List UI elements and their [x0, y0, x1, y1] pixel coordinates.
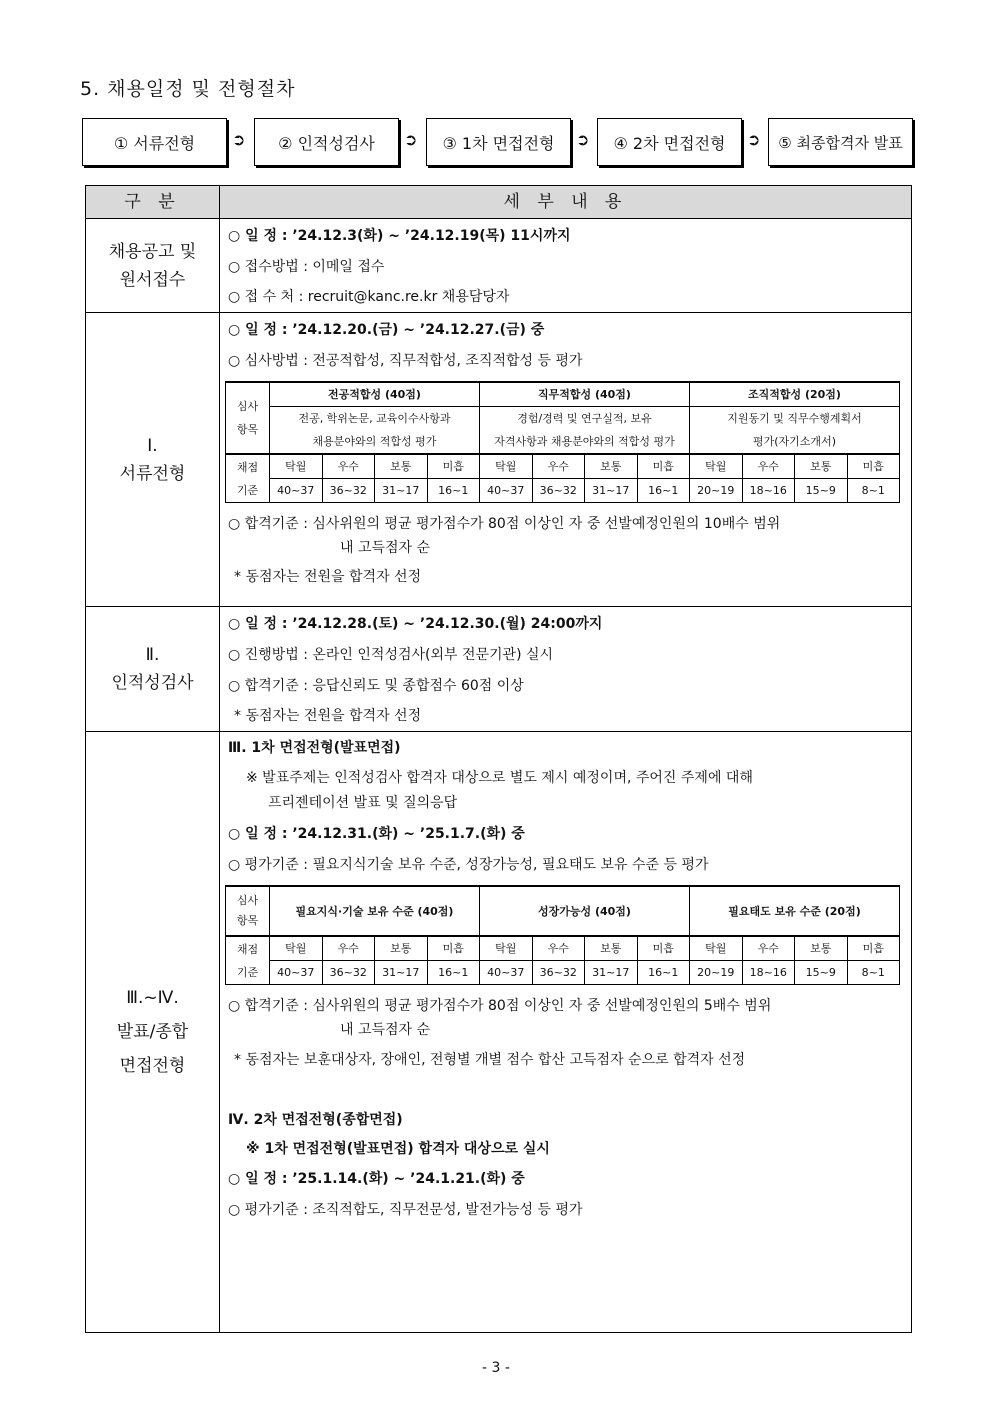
- eval-col-header: 조직적합성 (20점): [690, 382, 900, 407]
- score-cell: 8~1: [847, 961, 900, 985]
- header-category: 구 분: [86, 186, 220, 219]
- grade-cell: 우수: [742, 454, 795, 479]
- schedule-line: ○ 일 정 : ’25.1.14.(화) ~ ’24.1.21.(화) 중: [228, 1171, 525, 1187]
- grade-cell: 탁월: [270, 936, 323, 961]
- eval-col-desc: 전공, 학위논문, 교육이수사항과 채용분야와의 적합성 평가: [270, 407, 480, 455]
- presentation-note: ※ 발표주제는 인적성검사 합격자 대상으로 별도 제시 예정이며, 주어진 주제에 대해 프리젠테이션 발표 및 질의응답: [246, 770, 753, 811]
- score-cell: 31~17: [585, 479, 638, 503]
- section-title: 5. 채용일정 및 전형절차: [80, 78, 296, 100]
- score-cell: 36~32: [532, 479, 585, 503]
- row-content: [220, 219, 912, 313]
- grade-cell: 미흡: [637, 936, 690, 961]
- score-cell: 20~19: [690, 961, 743, 985]
- grade-cell: 우수: [742, 936, 795, 961]
- score-cell: 31~17: [585, 961, 638, 985]
- row-document-screening: [86, 313, 912, 607]
- row-label: Ⅰ. 서류전형: [86, 313, 220, 607]
- score-label: 채점 기준: [226, 454, 270, 503]
- eval-col-desc: 경험/경력 및 연구실적, 보유 자격사항과 채용분야와의 적합성 평가: [480, 407, 690, 455]
- score-cell: 40~37: [480, 479, 533, 503]
- grade-cell: 탁월: [270, 454, 323, 479]
- flow-step-2: ② 인적성검사: [254, 118, 399, 166]
- process-flow: [0, 118, 992, 166]
- criteria-line: ○ 평가기준 : 조직적합도, 직무전문성, 발전가능성 등 평가: [228, 1202, 583, 1218]
- item-label: 심사 항목: [226, 886, 270, 936]
- score-cell: 40~37: [270, 961, 323, 985]
- score-cell: 36~32: [532, 961, 585, 985]
- score-cell: 40~37: [270, 479, 323, 503]
- pass-criteria: ○ 합격기준 : 심사위원의 평균 평가점수가 80점 이상인 자 중 선발예정인원의 10배수 범위 내 고득점자 순: [228, 516, 781, 556]
- evaluation-table: [225, 885, 900, 985]
- grade-cell: 탁월: [690, 936, 743, 961]
- schedule-line: ○ 일 정 : ’24.12.31.(화) ~ ’25.1.7.(화) 중: [228, 826, 525, 842]
- schedule-line: ○ 일 정 : ’24.12.28.(토) ~ ’24.12.30.(월) 24:00까지: [228, 616, 603, 632]
- grade-cell: 우수: [322, 936, 375, 961]
- score-cell: 15~9: [795, 479, 848, 503]
- grade-cell: 미흡: [427, 936, 480, 961]
- score-cell: 16~1: [427, 479, 480, 503]
- eval-col-header: 성장가능성 (40점): [480, 886, 690, 936]
- criteria-line: ○ 평가기준 : 필요지식기술 보유 수준, 성장가능성, 필요태도 보유 수준 등 평가: [228, 857, 709, 873]
- grade-cell: 탁월: [480, 936, 533, 961]
- flow-step-3: ③ 1차 면접전형: [426, 118, 571, 166]
- eval-col-header: 전공적합성 (40점): [270, 382, 480, 407]
- eval-col-header: 필요지식·기술 보유 수준 (40점): [270, 886, 480, 936]
- grade-cell: 미흡: [427, 454, 480, 479]
- grade-cell: 우수: [322, 454, 375, 479]
- grade-cell: 미흡: [847, 936, 900, 961]
- grade-cell: 보통: [795, 454, 848, 479]
- score-cell: 31~17: [375, 479, 428, 503]
- schedule-table: [85, 185, 912, 1333]
- grade-cell: 우수: [532, 454, 585, 479]
- score-cell: 8~1: [847, 479, 900, 503]
- score-cell: 16~1: [427, 961, 480, 985]
- row-label: Ⅲ.~Ⅳ. 발표/종합 면접전형: [86, 732, 220, 1333]
- row-content: [220, 607, 912, 732]
- evaluation-table: [225, 381, 900, 503]
- eval-col-header: 직무적합성 (40점): [480, 382, 690, 407]
- arrow-icon: ➲: [404, 130, 418, 149]
- grade-cell: 보통: [585, 454, 638, 479]
- score-cell: 18~16: [742, 961, 795, 985]
- grade-cell: 보통: [375, 454, 428, 479]
- row-announcement: [86, 219, 912, 313]
- row-label: Ⅱ. 인적성검사: [86, 607, 220, 732]
- subsection-title: Ⅲ. 1차 면접전형(발표면접): [228, 740, 401, 756]
- eval-col-header: 필요태도 보유 수준 (20점): [690, 886, 900, 936]
- score-cell: 16~1: [637, 961, 690, 985]
- contact-line: ○ 접 수 처 : recruit@kanc.re.kr 채용담당자: [228, 289, 510, 305]
- grade-cell: 미흡: [637, 454, 690, 479]
- score-cell: 18~16: [742, 479, 795, 503]
- method-line: ○ 심사방법 : 전공적합성, 직무적합성, 조직적합성 등 평가: [228, 353, 583, 369]
- flow-step-5: ⑤ 최종합격자 발표: [768, 118, 913, 166]
- row-label: 채용공고 및 원서접수: [86, 219, 220, 313]
- row-interviews: [86, 732, 912, 1333]
- score-label: 채점 기준: [226, 936, 270, 985]
- tie-note: * 동점자는 보훈대상자, 장애인, 전형별 개별 점수 합산 고득점자 순으로 합격자 선정: [234, 1052, 746, 1068]
- arrow-icon: ➲: [232, 130, 246, 149]
- score-cell: 36~32: [322, 479, 375, 503]
- tie-note: * 동점자는 전원을 합격자 선정: [234, 708, 422, 724]
- score-cell: 31~17: [375, 961, 428, 985]
- score-cell: 20~19: [690, 479, 743, 503]
- arrow-icon: ➲: [747, 130, 761, 149]
- schedule-line: ○ 일 정 : ’24.12.3(화) ~ ’24.12.19(목) 11시까지: [228, 228, 571, 244]
- score-cell: 36~32: [322, 961, 375, 985]
- flow-step-4: ④ 2차 면접전형: [597, 118, 742, 166]
- pass-criteria: ○ 합격기준 : 심사위원의 평균 평가점수가 80점 이상인 자 중 선발예정인원의 5배수 범위 내 고득점자 순: [228, 998, 772, 1038]
- grade-cell: 우수: [532, 936, 585, 961]
- flow-step-1: ① 서류전형: [82, 118, 227, 166]
- tie-note: * 동점자는 전원을 합격자 선정: [234, 569, 422, 585]
- grade-cell: 탁월: [690, 454, 743, 479]
- row-content: [220, 732, 912, 1333]
- interview-note: ※ 1차 면접전형(발표면접) 합격자 대상으로 실시: [246, 1141, 550, 1157]
- grade-cell: 탁월: [480, 454, 533, 479]
- pass-criteria: ○ 합격기준 : 응답신뢰도 및 종합점수 60점 이상: [228, 678, 524, 694]
- grade-cell: 보통: [795, 936, 848, 961]
- method-line: ○ 진행방법 : 온라인 인적성검사(외부 전문기관) 실시: [228, 647, 554, 663]
- item-label: 심사 항목: [226, 382, 270, 454]
- method-line: ○ 접수방법 : 이메일 접수: [228, 259, 385, 275]
- grade-cell: 미흡: [847, 454, 900, 479]
- arrow-icon: ➲: [576, 130, 590, 149]
- grade-cell: 보통: [585, 936, 638, 961]
- score-cell: 15~9: [795, 961, 848, 985]
- row-aptitude-test: [86, 607, 912, 732]
- schedule-line: ○ 일 정 : ’24.12.20.(금) ~ ’24.12.27.(금) 중: [228, 322, 545, 338]
- page-number: - 3 -: [482, 1360, 510, 1376]
- subsection-title: Ⅳ. 2차 면접전형(종합면접): [228, 1112, 403, 1128]
- score-cell: 40~37: [480, 961, 533, 985]
- score-cell: 16~1: [637, 479, 690, 503]
- header-details: 세 부 내 용: [220, 186, 912, 219]
- eval-col-desc: 지원동기 및 직무수행계획서 평가(자기소개서): [690, 407, 900, 455]
- row-content: [220, 313, 912, 607]
- grade-cell: 보통: [375, 936, 428, 961]
